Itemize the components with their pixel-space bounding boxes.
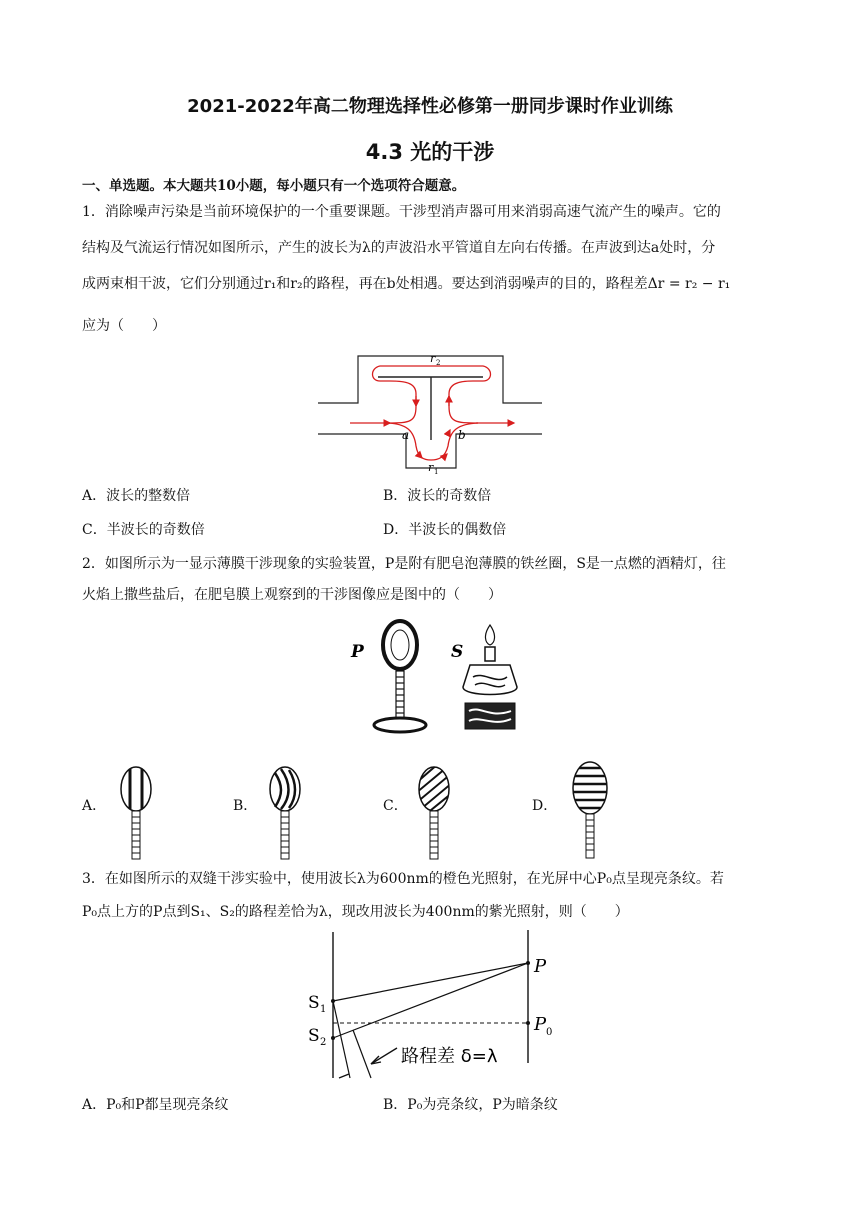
label-r2-sub: 2: [436, 359, 441, 367]
label-a: a: [402, 428, 410, 442]
q1-option-a[interactable]: A．波长的整数倍: [82, 488, 191, 504]
label-S2-sub: 2: [320, 1037, 327, 1048]
path-difference-caption: 路程差 δ=λ: [401, 1046, 498, 1067]
q1-line-1: 1．消除噪声污染是当前环境保护的一个重要课题。干涉型消声器可用来消弱高速气流产生的噪声。它的: [82, 204, 721, 220]
label-P: P: [351, 642, 364, 662]
option-a-film-image: [118, 765, 154, 861]
q3-line-1: 3．在如图所示的双缝干涉实验中，使用波长λ为600nm的橙色光照射，在光屏中心P₀点呈现亮条纹。若: [82, 871, 724, 887]
label-S: S: [451, 642, 464, 662]
label-r2: r: [430, 352, 436, 365]
q1-option-c[interactable]: C．半波长的奇数倍: [82, 522, 205, 538]
label-S2: S: [308, 1026, 320, 1046]
label-r1: r: [428, 461, 434, 474]
label-P0: P: [534, 1014, 547, 1035]
q3-option-b[interactable]: B．P₀为亮条纹，P为暗条纹: [383, 1097, 558, 1113]
option-c-film-image: [416, 765, 452, 861]
page-title: 2021-2022年高二物理选择性必修第一册同步课时作业训练: [187, 96, 673, 117]
q1-option-b[interactable]: B．波长的奇数倍: [383, 488, 492, 504]
q2-option-a[interactable]: A．: [82, 798, 107, 814]
q2-apparatus-diagram: [345, 615, 535, 745]
q1-line-2: 结构及气流运行情况如图所示，产生的波长为λ的声波沿水平管道自左向右传播。在声波到达a处时，分: [82, 240, 716, 256]
q3-option-a[interactable]: A．P₀和P都呈现亮条纹: [82, 1097, 229, 1113]
label-S1-sub: 1: [320, 1004, 327, 1015]
q3-double-slit-diagram: [305, 928, 565, 1088]
q1-line-3: 成两束相干波，它们分别通过r₁和r₂的路程，再在b处相遇。要达到消弱噪声的目的，路程差Δr = r₂ − r₁: [82, 276, 731, 292]
q2-option-c[interactable]: C．: [383, 798, 408, 814]
q1-line-4: 应为（ ）: [82, 318, 166, 334]
label-r1-sub: 1: [434, 468, 439, 476]
q1-option-d[interactable]: D．半波长的偶数倍: [383, 522, 507, 538]
page-subtitle: 4.3 光的干涉: [365, 140, 495, 164]
q2-line-2: 火焰上撒些盐后，在肥皂膜上观察到的干涉图像应是图中的（ ）: [82, 587, 502, 603]
label-b: b: [458, 428, 466, 442]
q3-line-2: P₀点上方的P点到S₁、S₂的路程差恰为λ，现改用波长为400nm的紫光照射，则（ ）: [82, 904, 629, 920]
option-d-film-image: [570, 760, 610, 860]
label-P0-sub: 0: [546, 1027, 553, 1038]
q2-option-b[interactable]: B．: [233, 798, 258, 814]
q1-muffler-diagram: [318, 350, 548, 475]
label-P: P: [534, 956, 547, 977]
q2-line-1: 2．如图所示为一显示薄膜干涉现象的实验装置，P是附有肥皂泡薄膜的铁丝圈，S是一点燃的酒精灯，往: [82, 556, 726, 572]
section-heading: 一、单选题。本大题共10小题，每小题只有一个选项符合题意。: [82, 178, 466, 194]
q2-option-d[interactable]: D．: [532, 798, 558, 814]
label-S1: S: [308, 993, 320, 1013]
option-b-film-image: [267, 765, 303, 861]
